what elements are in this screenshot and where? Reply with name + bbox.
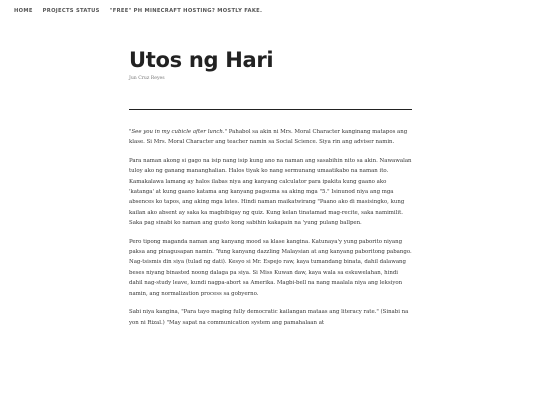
paragraph-text: Pahabol sa akin ni Mrs. Moral Character kanginang matapos ang klase. Si Mrs. Moral Character ang teacher namin sa Social Science. Siya rin ang adviser namin. [129, 129, 408, 146]
article-author: Jun Cruz Reyes [129, 76, 165, 81]
title-divider [129, 109, 412, 110]
nav-projects-status-link[interactable]: PROJECTS STATUS [42, 8, 100, 14]
nav-home-link[interactable]: HOME [14, 8, 33, 14]
article-paragraph-1 [129, 127, 412, 148]
article [129, 48, 412, 336]
paragraph-text: Sabi niya kangina, "Para tayo maging fully democratic kailangan mataas ang literacy rate." (Sinabi na yon ni Rizal.) "May sapat na communication system ang pamahalaan at [129, 309, 409, 326]
top-navigation [0, 0, 540, 22]
article-title: Utos ng Hari [129, 48, 274, 72]
paragraph-quote: "See you in my cubicle after lunch." [129, 129, 228, 135]
paragraph-text: Para naman akong si gago na isip nang isip kung ano na naman ang sasabihin nito sa akin. Nawawalan tuloy ako ng ganang mananghalian. Halos tiyak ko nang sermunang umaatikabo na naman ito. Kamakalawa lamang ay halos ilabas niya ang kanyang calculator para ipakita kung gaano ako 'katanga' at kung gaano katama ang kanyang pagsuma sa aking mga "5." Isinunod niya ang mga absences ko tapos, ang aking mga lates. Hindi naman maikatwirang "Paano ako di masisingko, kung kailan ako absent ay saka ka magbibigay ng quiz. Kung kelan tinatamad mag-recite, saka namimilit. Saka pag sinabi ko naman ang gusto kong sabihin kakapain na 'yung pulang ballpen. [129, 157, 412, 227]
article-paragraph-2 [129, 156, 412, 229]
article-paragraph-3 [129, 237, 412, 299]
nav-minecraft-hosting-link[interactable]: "FREE" PH MINECRAFT HOSTING? MOSTLY FAKE. [109, 8, 263, 14]
article-paragraph-4 [129, 307, 412, 328]
paragraph-text: Pero tipong maganda naman ang kanyang mood sa klase kangina. Katunaya'y yung paborito niyang paksa ang pinagusapan namin. 'Yung kanyang dazzling Malaysian at ang kanyang paboritong pabango. Nag-tsismis din siya (tulad ng dati). Kesyo si Mr. Espejo raw, kaya tumandang binata, dahil dalawang beses niyang binasted noong dalaga pa siya. Si Miss Kuwan daw, kaya wala sa eskuwelahan, hindi dahil nag-study leave, kundi nagpa-abort sa Amerika. Magbi-bell na nang maalala niya ang leksiyon namin, ang normalization process sa gobyerno. [129, 238, 412, 297]
